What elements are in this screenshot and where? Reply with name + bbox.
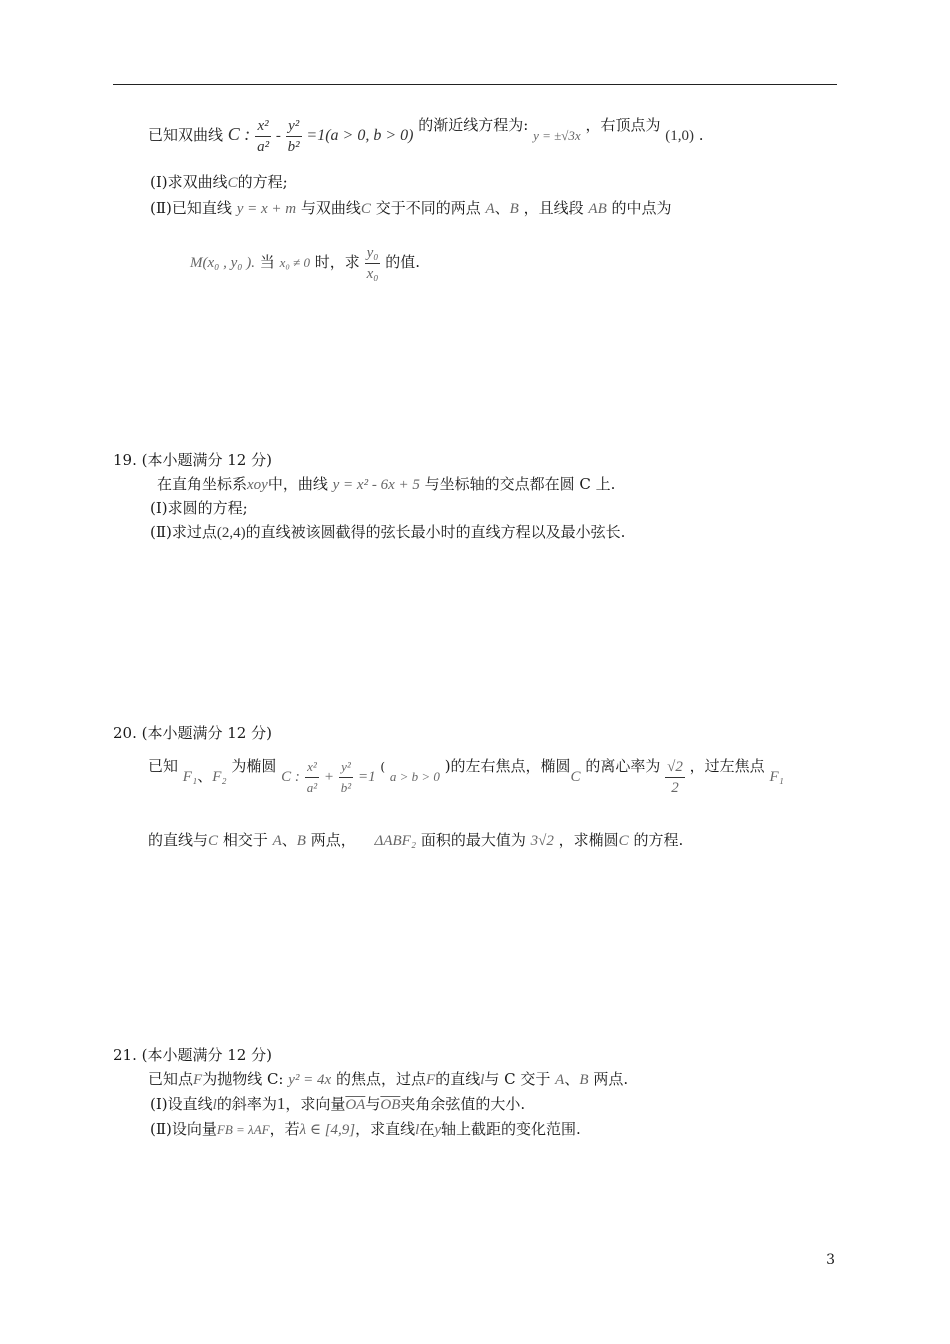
p19-heading: 19. (本小题满分 12 分): [113, 451, 272, 469]
p18-q2-cont: M(x₀ , y₀ ). 当 x₀ ≠ 0 时，求 $\frac{\text{y₀}}{\text{x₀}}$ 的值.: [190, 244, 421, 282]
frac-sqrt2-2: $\frac{√2}{2}$: [667, 758, 683, 796]
p19-q2: (Ⅱ)求过点(2,4)的直线被该圆截得的弦长最小时的直线方程以及最小弦长.: [150, 523, 626, 541]
p19-line1: 在直角坐标系xoy中，曲线 y = x² - 6x + 5 与坐标轴的交点都在圆 C 上.: [157, 475, 616, 493]
p21-q1: (Ⅰ)设直线l的斜率为1，求向量$\overline{OA}$与$\overline{OB}$夹角余弦值的大小.: [150, 1094, 526, 1113]
header-rule: [113, 84, 837, 85]
p18-q1: (Ⅰ)求双曲线C的方程;: [150, 173, 288, 191]
p19-q1: (Ⅰ)求圆的方程;: [150, 499, 248, 517]
frac-x2-a2-ellipse: $\frac{\text{x²}}{\text{a²}}$: [305, 757, 319, 798]
frac-y2-b2: $\frac{\text{y²}}{\text{b²}}$: [287, 117, 300, 155]
page-number: 3: [826, 1252, 835, 1268]
p20-line1: 已知 F₁、F₂ 为椭圆 C : $\frac{\text{x²}}{\text{a²}}$ + $\frac{\text{y²}}{\text{b²}}$ =1 ( a > b > 0 )的左右焦点，椭圆C 的离心率为 $\frac{√2}{2}$ ，过左焦点 F₁: [148, 757, 784, 796]
p18-q2: (Ⅱ)已知直线 y = x + m 与双曲线C 交于不同的两点 A、B ，且线段 AB 的中点为: [150, 199, 672, 217]
p18-line1: 已知双曲线 C : $\frac{\text{x²}}{\text{a²}}$ - $\frac{\text{y²}}{\text{b²}}$ =1(a > 0, b > 0) 的渐近线方程为: y = ±√3x ，右顶点为 (1,0) .: [148, 116, 704, 155]
p21-heading: 21. (本小题满分 12 分): [113, 1046, 272, 1064]
p21-q2: (Ⅱ)设向量FB = λAF，若λ ∈ [4,9]，求直线l在y轴上截距的变化范围.: [150, 1120, 581, 1138]
frac-x2-a2: $\frac{\text{x²}}{\text{a²}}$: [257, 117, 270, 155]
frac-y2-b2-ellipse: $\frac{\text{y²}}{\text{b²}}$: [339, 757, 353, 798]
p21-line1: 已知点F为抛物线 C: y² = 4x 的焦点，过点F的直线l与 C 交于 A、B 两点.: [148, 1070, 629, 1088]
p20-line2: 的直线与C 相交于 A、B 两点， ΔABF₂ 面积的最大值为 3√2 ，求椭圆C 的方程.: [148, 831, 684, 849]
math-c: C :: [227, 124, 251, 144]
p20-heading: 20. (本小题满分 12 分): [113, 724, 272, 742]
frac-y0-x0: $\frac{\text{y₀}}{\text{x₀}}$: [366, 244, 379, 282]
